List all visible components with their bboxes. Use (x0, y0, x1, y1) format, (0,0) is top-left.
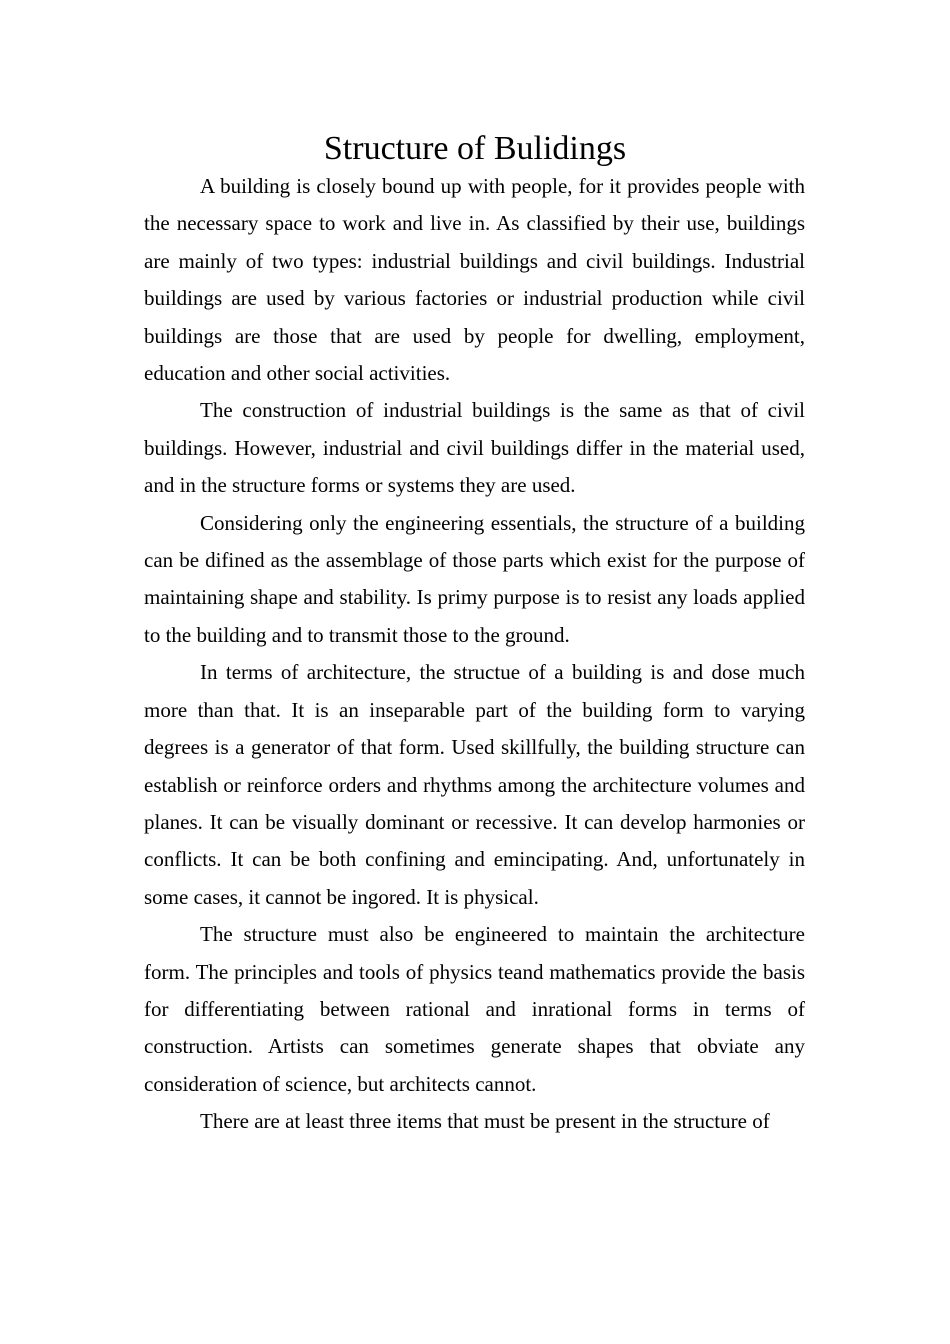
paragraph: The construction of industrial buildings is the same as that of civil buildings. However, industrial and civil buildings differ in the material used, and in the structure forms or systems they are used. (144, 398, 805, 498)
page-title: Structure of Bulidings (323, 130, 627, 167)
paragraph: In terms of architecture, the structue of a building is and dose much more than that. It is an inseparable part of the building form to varying degrees is a generator of that form. Used skillfully, the building structure can establish or reinforce orders and rhythms among the architecture volumes and planes. It can be visually dominant or recessive. It can develop harmonies or conflicts. It can be both confining and emincipating. And, unfortunately in some cases, it cannot be ingored. It is physical. (144, 660, 805, 909)
paragraph: Considering only the engineering essentials, the structure of a building can be difined as the assemblage of those parts which exist for the purpose of maintaining shape and stability. Is primy purpose is to resist any loads applied to the building and to transmit those to the ground. (144, 510, 805, 647)
paragraph-partial: There are at least three items that must be present in the structure of (200, 1109, 770, 1134)
paragraph: A building is closely bound up with people, for it provides people with the necessary space to work and live in. As classified by their use, buildings are mainly of two types: industrial buildings and civil buildings. Industrial buildings are used by various factories or industrial production while civil buildings are those that are used by people for dwelling, employment, education and other social activities. (144, 174, 805, 386)
paragraph: The structure must also be engineered to maintain the architecture form. The principles and tools of physics teand mathematics provide the basis for differentiating between rational and inrational forms in terms of construction. Artists can sometimes generate shapes that obviate any consideration of science, but architects cannot. (144, 922, 805, 1096)
document-body (144, 168, 805, 1141)
